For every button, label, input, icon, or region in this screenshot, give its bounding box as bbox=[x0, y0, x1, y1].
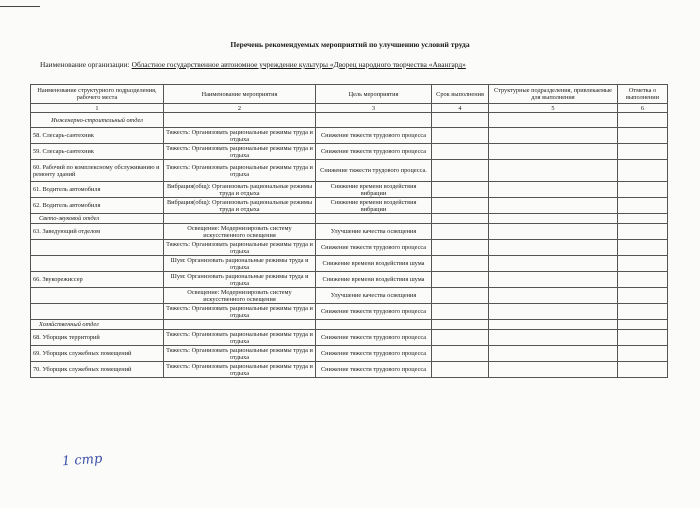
completion-cell bbox=[618, 272, 668, 288]
section-label: Хозяйственный отдел bbox=[31, 320, 164, 330]
goal-cell: Снижение времени воздействия шума bbox=[316, 256, 432, 272]
action-cell: Тяжесть: Организовать рациональные режимы труда и отдыха bbox=[164, 346, 316, 362]
deadline-cell bbox=[432, 330, 489, 346]
deadline-cell bbox=[432, 128, 489, 144]
table-row bbox=[31, 256, 668, 272]
workplace-cell: 59. Слесарь-сантехник bbox=[31, 144, 164, 160]
organization-value: Областное государственное автономное учреждение культуры «Дворец народного творчества «Авангард» bbox=[131, 60, 466, 69]
section-row bbox=[31, 214, 668, 224]
deadline-cell bbox=[432, 256, 489, 272]
departments-cell bbox=[489, 330, 618, 346]
completion-cell bbox=[618, 240, 668, 256]
action-cell: Тяжесть: Организовать рациональные режимы труда и отдыха bbox=[164, 362, 316, 378]
departments-cell bbox=[489, 272, 618, 288]
deadline-cell bbox=[432, 198, 489, 214]
workplace-cell bbox=[31, 288, 164, 304]
completion-cell bbox=[618, 128, 668, 144]
action-cell: Тяжесть: Организовать рациональные режимы труда и отдыха bbox=[164, 128, 316, 144]
table-row bbox=[31, 346, 668, 362]
completion-cell bbox=[618, 144, 668, 160]
table-row bbox=[31, 182, 668, 198]
workplace-cell: 63. Заведующий отделом bbox=[31, 224, 164, 240]
departments-cell bbox=[489, 128, 618, 144]
organization-line bbox=[40, 60, 466, 69]
workplace-cell bbox=[31, 256, 164, 272]
measures-table bbox=[30, 84, 668, 378]
section-row bbox=[31, 320, 668, 330]
header-cell: Структурные подразделения, привлекаемые для выполнения bbox=[489, 85, 618, 104]
goal-cell: Снижение времени воздействия шума bbox=[316, 272, 432, 288]
section-label: Свето-звуковой отдел bbox=[31, 214, 164, 224]
deadline-cell bbox=[432, 144, 489, 160]
deadline-cell bbox=[432, 346, 489, 362]
completion-cell bbox=[618, 224, 668, 240]
deadline-cell bbox=[432, 304, 489, 320]
table-header-row bbox=[31, 85, 668, 104]
goal-cell: Снижение тяжести трудового процесса bbox=[316, 144, 432, 160]
workplace-cell bbox=[31, 304, 164, 320]
action-cell: Шум: Организовать рациональные режимы труда и отдыха bbox=[164, 256, 316, 272]
goal-cell: Снижение времени воздействия вибрации bbox=[316, 182, 432, 198]
header-cell: Наименование мероприятия bbox=[164, 85, 316, 104]
completion-cell bbox=[618, 160, 668, 182]
table-row bbox=[31, 198, 668, 214]
table-row bbox=[31, 288, 668, 304]
table-row bbox=[31, 362, 668, 378]
workplace-cell: 62. Водитель автомобиля bbox=[31, 198, 164, 214]
action-cell: Вибрация(общ): Организовать рациональные режимы труда и отдыха bbox=[164, 198, 316, 214]
table-row bbox=[31, 330, 668, 346]
deadline-cell bbox=[432, 224, 489, 240]
workplace-cell: 60. Рабочий по комплексному обслуживанию и ремонту зданий bbox=[31, 160, 164, 182]
workplace-cell: 58. Слесарь-сантехник bbox=[31, 128, 164, 144]
action-cell: Тяжесть: Организовать рациональные режимы труда и отдыха bbox=[164, 160, 316, 182]
table-row bbox=[31, 160, 668, 182]
completion-cell bbox=[618, 304, 668, 320]
departments-cell bbox=[489, 346, 618, 362]
departments-cell bbox=[489, 288, 618, 304]
goal-cell: Снижение тяжести трудового процесса bbox=[316, 330, 432, 346]
corner-mark bbox=[0, 6, 40, 7]
goal-cell: Снижение тяжести трудового процесса bbox=[316, 362, 432, 378]
departments-cell bbox=[489, 256, 618, 272]
workplace-cell: 61. Водитель автомобиля bbox=[31, 182, 164, 198]
goal-cell: Снижение тяжести трудового процесса bbox=[316, 240, 432, 256]
header-cell: Наименование структурного подразделения, рабочего места bbox=[31, 85, 164, 104]
completion-cell bbox=[618, 362, 668, 378]
goal-cell: Снижение тяжести трудового процесса bbox=[316, 346, 432, 362]
action-cell: Тяжесть: Организовать рациональные режимы труда и отдыха bbox=[164, 144, 316, 160]
goal-cell: Снижение тяжести трудового процесса bbox=[316, 304, 432, 320]
action-cell: Вибрация(общ): Организовать рациональные режимы труда и отдыха bbox=[164, 182, 316, 198]
departments-cell bbox=[489, 198, 618, 214]
organization-label: Наименование организации: bbox=[40, 60, 130, 69]
table-row bbox=[31, 224, 668, 240]
action-cell: Тяжесть: Организовать рациональные режимы труда и отдыха bbox=[164, 304, 316, 320]
workplace-cell: 70. Уборщик служебных помещений bbox=[31, 362, 164, 378]
document-title: Перечень рекомендуемых мероприятий по улучшению условий труда bbox=[230, 40, 470, 49]
workplace-cell: 66. Звукорежиссер bbox=[31, 272, 164, 288]
column-number: 6 bbox=[618, 104, 668, 113]
departments-cell bbox=[489, 240, 618, 256]
column-numbers-row bbox=[31, 104, 668, 113]
column-number: 2 bbox=[164, 104, 316, 113]
departments-cell bbox=[489, 304, 618, 320]
departments-cell bbox=[489, 160, 618, 182]
handwritten-page-note: 1 стр bbox=[61, 451, 103, 470]
goal-cell: Снижение тяжести трудового процесса bbox=[316, 128, 432, 144]
deadline-cell bbox=[432, 362, 489, 378]
header-cell: Отметка о выполнении bbox=[618, 85, 668, 104]
goal-cell: Снижение тяжести трудового процесса. bbox=[316, 160, 432, 182]
goal-cell: Улучшение качества освещения bbox=[316, 224, 432, 240]
completion-cell bbox=[618, 198, 668, 214]
goal-cell: Снижение времени воздействия вибрации bbox=[316, 198, 432, 214]
column-number: 1 bbox=[31, 104, 164, 113]
departments-cell bbox=[489, 362, 618, 378]
goal-cell: Улучшение качества освещения bbox=[316, 288, 432, 304]
table-row bbox=[31, 272, 668, 288]
departments-cell bbox=[489, 144, 618, 160]
deadline-cell bbox=[432, 240, 489, 256]
deadline-cell bbox=[432, 160, 489, 182]
deadline-cell bbox=[432, 272, 489, 288]
action-cell: Тяжесть: Организовать рациональные режимы труда и отдыха bbox=[164, 330, 316, 346]
table-row bbox=[31, 128, 668, 144]
departments-cell bbox=[489, 182, 618, 198]
completion-cell bbox=[618, 330, 668, 346]
completion-cell bbox=[618, 288, 668, 304]
header-cell: Цель мероприятия bbox=[316, 85, 432, 104]
departments-cell bbox=[489, 224, 618, 240]
table-row bbox=[31, 304, 668, 320]
action-cell: Шум: Организовать рациональные режимы труда и отдыха bbox=[164, 272, 316, 288]
completion-cell bbox=[618, 182, 668, 198]
action-cell: Тяжесть: Организовать рациональные режимы труда и отдыха bbox=[164, 240, 316, 256]
action-cell: Освещение: Модернизировать систему искусственного освещения bbox=[164, 224, 316, 240]
deadline-cell bbox=[432, 288, 489, 304]
header-cell: Срок выполнения bbox=[432, 85, 489, 104]
workplace-cell: 68. Уборщик территорий bbox=[31, 330, 164, 346]
completion-cell bbox=[618, 346, 668, 362]
completion-cell bbox=[618, 256, 668, 272]
column-number: 4 bbox=[432, 104, 489, 113]
table-row bbox=[31, 144, 668, 160]
column-number: 3 bbox=[316, 104, 432, 113]
column-number: 5 bbox=[489, 104, 618, 113]
workplace-cell bbox=[31, 240, 164, 256]
section-label: Инженерно-строительный отдел bbox=[31, 113, 164, 128]
deadline-cell bbox=[432, 182, 489, 198]
workplace-cell: 69. Уборщик служебных помещений bbox=[31, 346, 164, 362]
table-row bbox=[31, 240, 668, 256]
section-row bbox=[31, 113, 668, 128]
action-cell: Освещение: Модернизировать систему искусственного освещения bbox=[164, 288, 316, 304]
